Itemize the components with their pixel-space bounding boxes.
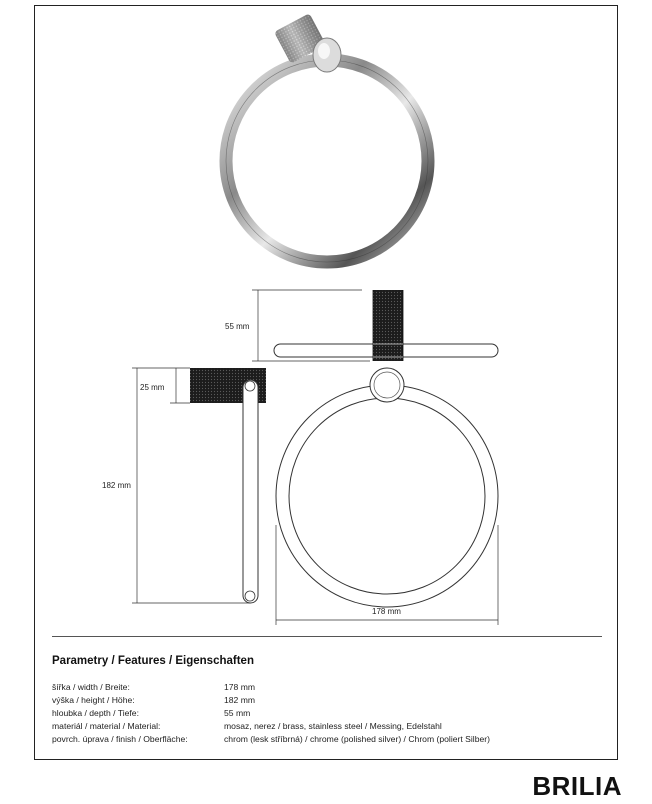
feature-value: 182 mm (224, 695, 256, 705)
height-dimension-label: 182 mm (102, 481, 131, 490)
feature-row (52, 707, 490, 720)
side-view (102, 368, 266, 603)
feature-label: hloubka / depth / Tiefe: (52, 708, 139, 718)
feature-value: mosaz, nerez / brass, stainless steel / Messing, Edelstahl (224, 721, 442, 731)
width-dimension-label: 178 mm (372, 607, 401, 616)
feature-row (52, 681, 490, 694)
feature-value: 55 mm (224, 708, 251, 718)
brand-name: BRILIA (532, 771, 622, 801)
feature-row (52, 694, 490, 707)
feature-label: materiál / material / Material: (52, 721, 161, 731)
features-table (52, 681, 490, 746)
feature-row (52, 733, 490, 746)
backplate-dimension-label: 25 mm (140, 383, 165, 392)
depth-dimension-label: 55 mm (225, 322, 250, 331)
feature-value: 178 mm (224, 682, 256, 692)
feature-label: výška / height / Höhe: (52, 695, 135, 705)
feature-value: chrom (lesk stříbrná) / chrome (polished silver) / Chrom (poliert Silber) (224, 734, 490, 744)
feature-label: povrch. úprava / finish / Oberfläche: (52, 734, 188, 744)
section-divider (52, 636, 602, 637)
front-view (276, 368, 498, 625)
feature-row (52, 720, 490, 733)
top-view (225, 290, 498, 361)
product-render (226, 13, 428, 262)
render-ring (226, 60, 428, 262)
feature-label: šířka / width / Breite: (52, 682, 130, 692)
features-title: Parametry / Features / Eigenschaften (52, 655, 254, 667)
